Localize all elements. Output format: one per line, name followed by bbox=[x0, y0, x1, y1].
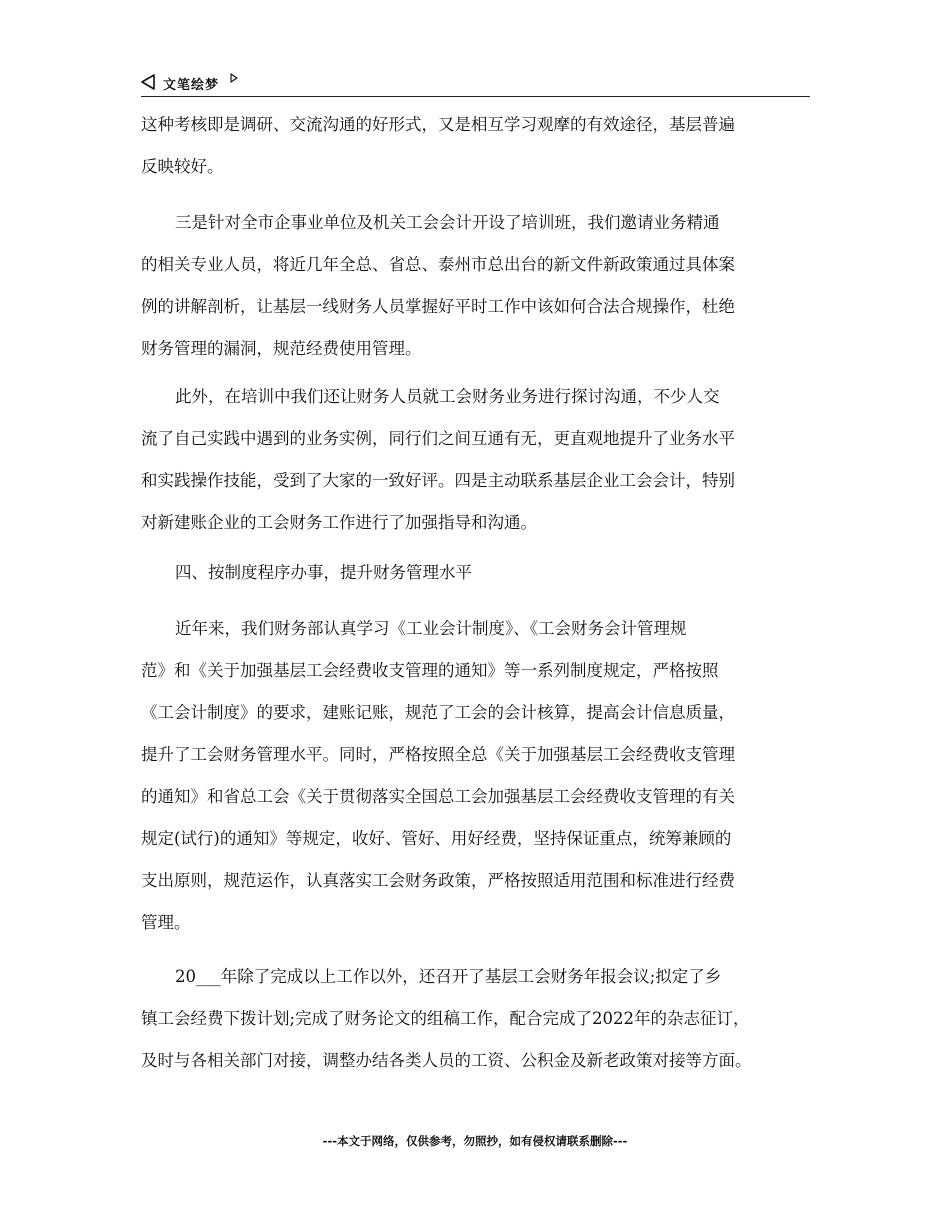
text-line: 提升了工会财务管理水平。同时，严格按照全总《关于加强基层工会经费收支管理 bbox=[141, 745, 735, 764]
text-line: 镇工会经费下拨计划;完成了财务论文的组稿工作，配合完成了2022年的杂志征订， bbox=[141, 1009, 750, 1028]
text-line: 对新建账企业的工会财务工作进行了加强指导和沟通。 bbox=[141, 513, 537, 532]
section-heading: 四、按制度程序办事，提升财务管理水平 bbox=[175, 563, 472, 582]
text-line: 20___年除了完成以上工作以外，还召开了基层工会财务年报会议;拟定了乡 bbox=[175, 967, 722, 986]
page-header bbox=[141, 70, 810, 97]
triangle-left-icon bbox=[141, 74, 155, 90]
text-line: 和实践操作技能，受到了大家的一致好评。四是主动联系基层企业工会会计，特别 bbox=[141, 471, 735, 490]
text-line: 近年来，我们财务部认真学习《工业会计制度》、《工会财务会计管理规 bbox=[175, 619, 687, 638]
text-line: 支出原则，规范运作，认真落实工会财务政策，严格按照适用范围和标准进行经费 bbox=[141, 871, 735, 890]
footer-disclaimer: ---本文于网络，仅供参考，勿照抄，如有侵权请联系删除--- bbox=[322, 1134, 628, 1148]
text-line: 这种考核即是调研、交流沟通的好形式，又是相互学习观摩的有效途径，基层普遍 bbox=[141, 115, 735, 134]
text-line: 此外，在培训中我们还让财务人员就工会财务业务进行探讨沟通，不少人交 bbox=[175, 387, 720, 406]
text-line: 及时与各相关部门对接，调整办结各类人员的工资、公积金及新老政策对接等方面。 bbox=[141, 1051, 752, 1070]
text-line: 范》和《关于加强基层工会经费收支管理的通知》等一系列制度规定，严格按照 bbox=[141, 661, 719, 680]
text-line: 财务管理的漏洞，规范经费使用管理。 bbox=[141, 339, 422, 358]
triangle-right-icon bbox=[230, 73, 238, 83]
text-line: 的相关专业人员，将近几年全总、省总、泰州市总出台的新文件新政策通过具体案 bbox=[141, 255, 735, 274]
text-line: 的通知》和省总工会《关于贯彻落实全国总工会加强基层工会经费收支管理的有关 bbox=[141, 787, 735, 806]
text-line: 流了自己实践中遇到的业务实例，同行们之间互通有无，更直观地提升了业务水平 bbox=[141, 429, 735, 448]
text-line: 三是针对全市企事业单位及机关工会会计开设了培训班，我们邀请业务精通 bbox=[175, 213, 720, 232]
text-line: 管理。 bbox=[141, 913, 191, 932]
header-brand: 文笔绘梦 bbox=[163, 78, 220, 93]
text-line: 《工会计制度》的要求，建账记账，规范了工会的会计核算，提高会计信息质量， bbox=[141, 703, 735, 722]
text-line: 规定(试行)的通知》等规定，收好、管好、用好经费，坚持保证重点，统筹兼顾的 bbox=[141, 829, 732, 848]
text-line: 反映较好。 bbox=[141, 157, 224, 176]
text-line: 例的讲解剖析，让基层一线财务人员掌握好平时工作中该如何合法合规操作，杜绝 bbox=[141, 297, 735, 316]
